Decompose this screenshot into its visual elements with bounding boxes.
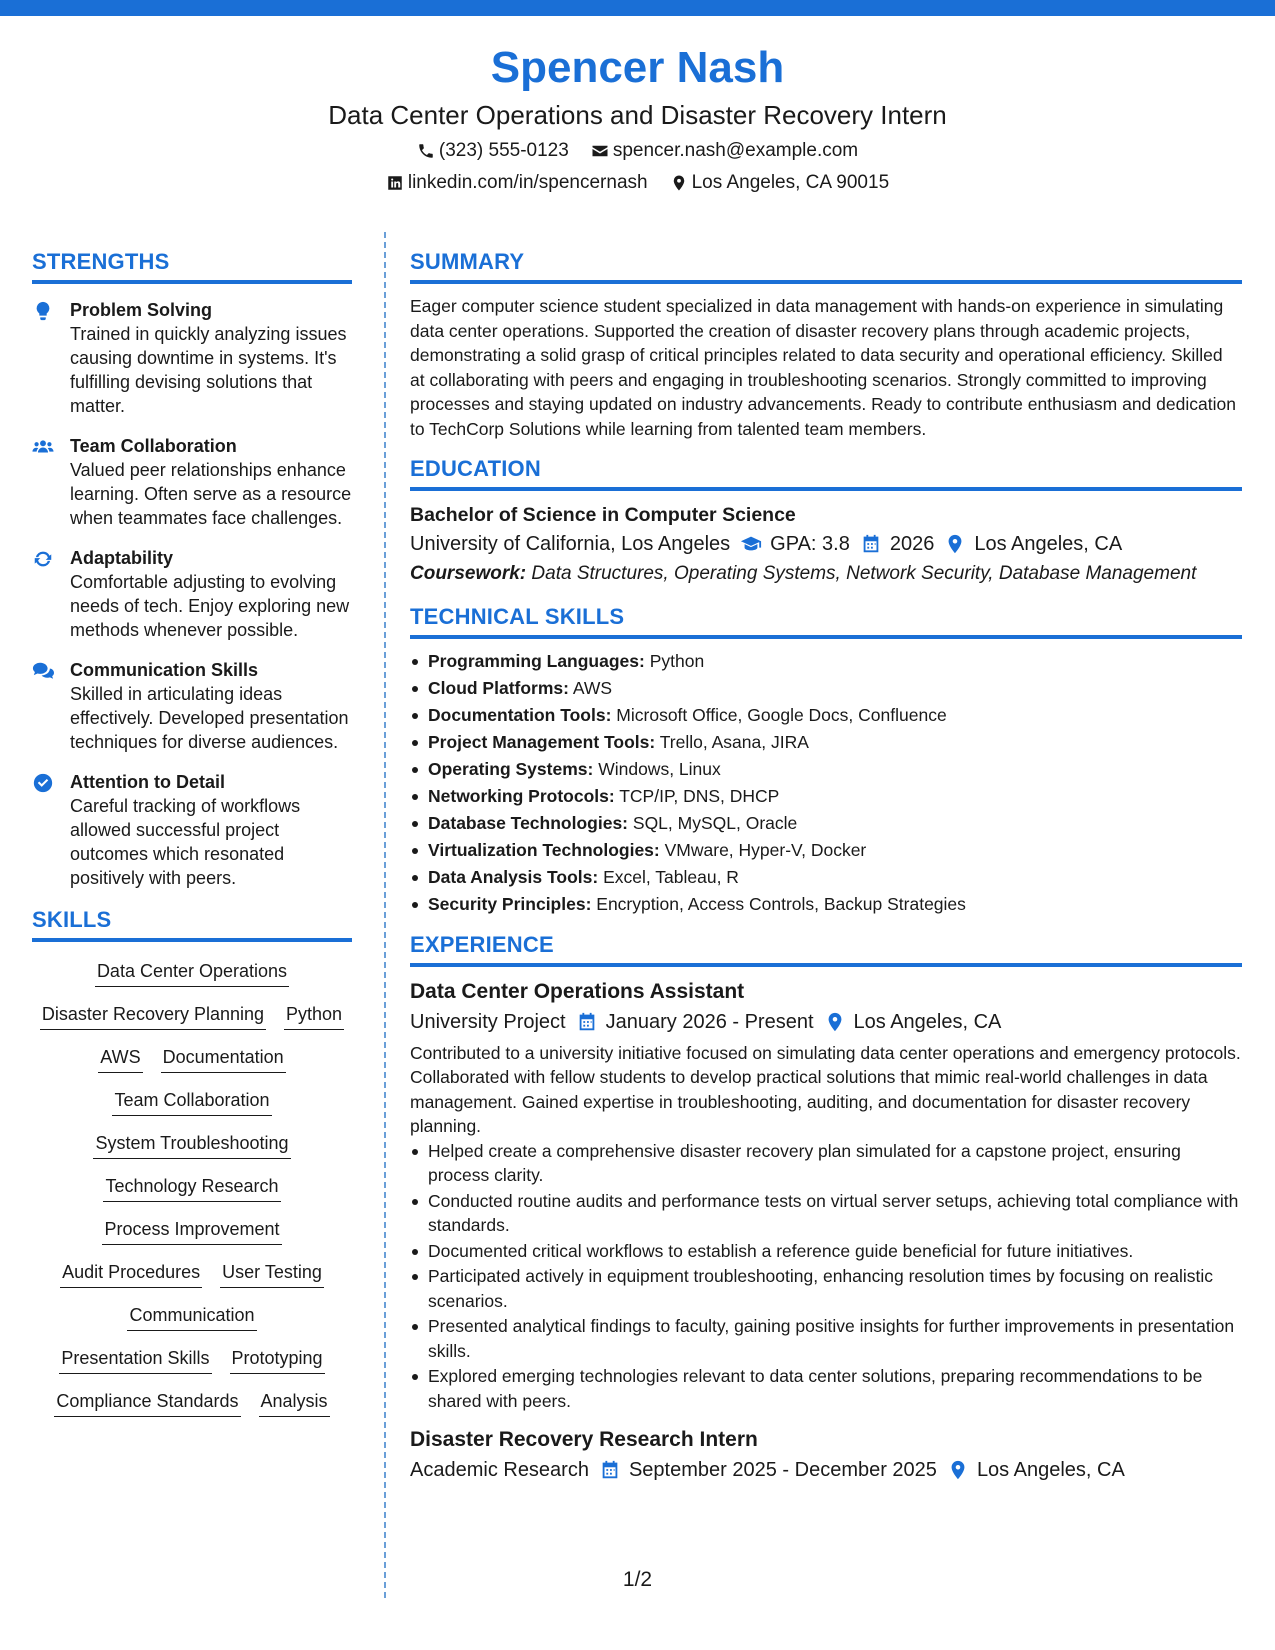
strength-item xyxy=(32,546,352,642)
coursework-label: Coursework: xyxy=(410,563,527,584)
list-item: Participated actively in equipment troubleshooting, enhancing resolution times by focusing on realistic scenarios. xyxy=(410,1264,1242,1313)
job-title: Data Center Operations Assistant xyxy=(410,979,745,1003)
strength-title: Adaptability xyxy=(70,548,174,568)
job-title: Disaster Recovery Research Intern xyxy=(410,1428,758,1451)
location-contact xyxy=(670,168,890,198)
experience-section xyxy=(410,931,1242,1486)
location-text: Los Angeles, CA 90015 xyxy=(691,172,890,193)
job-bullets xyxy=(410,1139,1242,1414)
job-entry xyxy=(410,1425,1242,1485)
phone-contact xyxy=(417,136,569,166)
summary-title: SUMMARY xyxy=(410,248,1242,284)
skill-tag: Technology Research xyxy=(103,1173,280,1202)
skill-tag: Team Collaboration xyxy=(112,1087,271,1116)
list-item xyxy=(410,838,1242,863)
skill-tag: Python xyxy=(284,1001,344,1030)
job-location: Los Angeles, CA xyxy=(976,1459,1125,1481)
skill-tag: System Troubleshooting xyxy=(93,1130,290,1159)
job-meta xyxy=(410,1455,1242,1485)
graduation-cap-icon xyxy=(740,533,762,555)
skill-tag: Compliance Standards xyxy=(54,1388,240,1417)
page-number: 1/2 xyxy=(622,1568,653,1591)
skill-label: Project Management Tools: xyxy=(428,732,656,752)
list-item: Presented analytical findings to faculty, gaining positive insights for further improvements in presentation skills. xyxy=(410,1314,1242,1363)
strength-title: Communication Skills xyxy=(70,660,259,680)
skill-tag: Communication xyxy=(127,1302,256,1331)
school-name: University of California, Los Angeles xyxy=(410,533,731,555)
envelope-icon xyxy=(591,142,609,160)
skill-tag: Data Center Operations xyxy=(95,958,289,987)
skill-value: Excel, Tableau, R xyxy=(603,867,739,887)
skill-tag: Analysis xyxy=(259,1388,330,1417)
job-entry xyxy=(410,977,1242,1414)
skill-value: TCP/IP, DNS, DHCP xyxy=(619,786,780,806)
strength-item xyxy=(32,658,352,754)
skill-value: Microsoft Office, Google Docs, Confluence xyxy=(616,705,947,725)
skill-label: Operating Systems: xyxy=(428,759,594,779)
list-item: Documented critical workflows to establish a reference guide beneficial for future initiatives. xyxy=(410,1239,1242,1264)
strength-desc: Careful tracking of workflows allowed successful project outcomes which resonated positively with peers. xyxy=(70,796,301,888)
list-item xyxy=(410,784,1242,809)
check-circle-icon xyxy=(32,772,54,794)
job-location: Los Angeles, CA xyxy=(853,1010,1002,1033)
job-dates-item xyxy=(599,1455,937,1485)
resume-header xyxy=(0,40,1275,198)
skill-label: Virtualization Technologies: xyxy=(428,840,660,860)
sync-icon xyxy=(32,548,54,570)
skill-label: Networking Protocols: xyxy=(428,786,615,806)
job-dates: September 2025 - December 2025 xyxy=(628,1459,937,1481)
calendar-icon xyxy=(860,533,882,555)
job-location-item xyxy=(947,1455,1125,1485)
strength-desc: Comfortable adjusting to evolving needs of tech. Enjoy exploring new methods whenever possible. xyxy=(70,572,350,640)
skill-value: AWS xyxy=(572,678,613,698)
skill-label: Security Principles: xyxy=(428,894,592,914)
school-location-text: Los Angeles, CA xyxy=(974,533,1123,555)
skill-tag: Audit Procedures xyxy=(60,1259,202,1288)
list-item: Conducted routine audits and performance tests on virtual server setups, achieving total compliance with standards. xyxy=(410,1189,1242,1238)
linkedin-text[interactable]: linkedin.com/in/spencernash xyxy=(407,172,648,193)
skill-tag: Prototyping xyxy=(230,1345,325,1374)
phone-icon xyxy=(417,142,435,160)
coursework-text: Data Structures, Operating Systems, Network Security, Database Management xyxy=(531,563,1197,584)
skill-label: Data Analysis Tools: xyxy=(428,867,599,887)
gpa-text: GPA: 3.8 xyxy=(770,533,850,555)
map-pin-icon xyxy=(947,1459,969,1481)
strength-desc: Skilled in articulating ideas effectively. Developed presentation techniques for diverse audiences. xyxy=(70,684,349,752)
skill-value: Windows, Linux xyxy=(598,759,721,779)
skill-tag: User Testing xyxy=(220,1259,324,1288)
email-contact[interactable] xyxy=(591,136,858,166)
list-item xyxy=(410,757,1242,782)
list-item xyxy=(410,676,1242,701)
grad-year-item xyxy=(860,529,935,559)
list-item xyxy=(410,730,1242,755)
map-pin-icon xyxy=(670,174,688,192)
degree-name: Bachelor of Science in Computer Science xyxy=(410,504,796,526)
strengths-list xyxy=(32,294,352,890)
job-meta xyxy=(410,1007,1242,1037)
users-icon xyxy=(32,436,54,458)
contact-row-2 xyxy=(0,168,1275,198)
skill-label: Programming Languages: xyxy=(428,651,645,671)
skill-label: Documentation Tools: xyxy=(428,705,612,725)
job-location-item xyxy=(824,1007,1002,1037)
phone-text: (323) 555-0123 xyxy=(438,140,569,161)
job-org: Academic Research xyxy=(410,1459,589,1481)
skill-label: Database Technologies: xyxy=(428,813,629,833)
list-item xyxy=(410,703,1242,728)
strength-title: Problem Solving xyxy=(70,300,213,320)
gpa-item xyxy=(740,529,850,559)
strength-item xyxy=(32,770,352,890)
left-column xyxy=(32,248,352,1417)
skill-value: Python xyxy=(649,651,705,671)
map-pin-icon xyxy=(944,533,966,555)
list-item xyxy=(410,892,1242,917)
skill-tag: Documentation xyxy=(161,1044,286,1073)
column-divider xyxy=(384,232,386,1598)
technical-skills-section xyxy=(410,603,1242,917)
skill-label: Cloud Platforms: xyxy=(428,678,569,698)
skills-list xyxy=(32,952,352,1417)
linkedin-contact[interactable] xyxy=(386,168,648,198)
strength-title: Team Collaboration xyxy=(70,436,237,456)
email-text[interactable]: spencer.nash@example.com xyxy=(612,140,859,161)
education-title: EDUCATION xyxy=(410,455,1242,491)
strength-desc: Trained in quickly analyzing issues causing downtime in systems. It's fulfilling devising solutions that matter. xyxy=(70,324,347,416)
coursework-line xyxy=(410,559,1242,589)
skill-tag: Disaster Recovery Planning xyxy=(40,1001,266,1030)
strength-item xyxy=(32,298,352,418)
list-item: Helped create a comprehensive disaster recovery plan simulated for a capstone project, ensuring process clarity. xyxy=(410,1139,1242,1188)
calendar-icon xyxy=(599,1459,621,1481)
skill-value: SQL, MySQL, Oracle xyxy=(632,813,798,833)
candidate-role: Data Center Operations and Disaster Recovery Intern xyxy=(328,100,947,130)
education-meta xyxy=(410,529,1242,559)
contact-row-1 xyxy=(0,136,1275,166)
right-column xyxy=(410,248,1242,1499)
strength-desc: Valued peer relationships enhance learning. Often serve as a resource when teammates face challenges. xyxy=(70,460,352,528)
experience-title: EXPERIENCE xyxy=(410,931,1242,967)
candidate-name: Spencer Nash xyxy=(490,43,785,92)
strengths-title: STRENGTHS xyxy=(32,248,352,284)
technical-skills-title: TECHNICAL SKILLS xyxy=(410,603,1242,639)
job-org: University Project xyxy=(410,1010,566,1033)
job-dates-item xyxy=(576,1007,814,1037)
list-item xyxy=(410,865,1242,890)
grad-year-text: 2026 xyxy=(889,533,935,555)
job-description: Contributed to a university initiative focused on simulating data center operations and emergency protocols. Collaborated with fellow students to develop practical solutions that mimic real-world challenges in data management. Gained expertise in troubleshooting, auditing, and documentation for disaster recovery planning. xyxy=(410,1042,1241,1136)
skill-value: Encryption, Access Controls, Backup Strategies xyxy=(596,894,966,914)
top-accent-bar xyxy=(0,0,1275,16)
skill-tag: Process Improvement xyxy=(102,1216,281,1245)
skill-value: VMware, Hyper-V, Docker xyxy=(664,840,867,860)
map-pin-icon xyxy=(824,1011,846,1033)
linkedin-icon xyxy=(386,174,404,192)
lightbulb-icon xyxy=(32,300,54,322)
skill-tag: Presentation Skills xyxy=(59,1345,211,1374)
summary-text: Eager computer science student specialized in data management with hands-on experience in simulating data center operations. Supported the creation of disaster recovery plans through academic projects, demonstrating a solid grasp of critical principles related to data security and operational efficiency. Skilled at collaborating with peers and engaging in troubleshooting scenarios. Strongly committed to improving processes and staying updated on industry advancements. Ready to contribute enthusiasm and dedication to TechCorp Solutions while learning from talented team members. xyxy=(410,296,1236,439)
strength-item xyxy=(32,434,352,530)
school-location-item xyxy=(944,529,1122,559)
strength-title: Attention to Detail xyxy=(70,772,225,792)
list-item xyxy=(410,649,1242,674)
skills-title: SKILLS xyxy=(32,906,352,942)
comments-icon xyxy=(32,660,54,682)
job-dates: January 2026 - Present xyxy=(605,1010,814,1033)
list-item: Explored emerging technologies relevant to data center solutions, preparing recommendations to be shared with peers. xyxy=(410,1364,1242,1413)
list-item xyxy=(410,811,1242,836)
skill-tag: AWS xyxy=(98,1044,142,1073)
skill-value: Trello, Asana, JIRA xyxy=(659,732,809,752)
calendar-icon xyxy=(576,1011,598,1033)
summary-section xyxy=(410,248,1242,441)
education-section xyxy=(410,455,1242,589)
technical-skills-list xyxy=(410,649,1242,917)
